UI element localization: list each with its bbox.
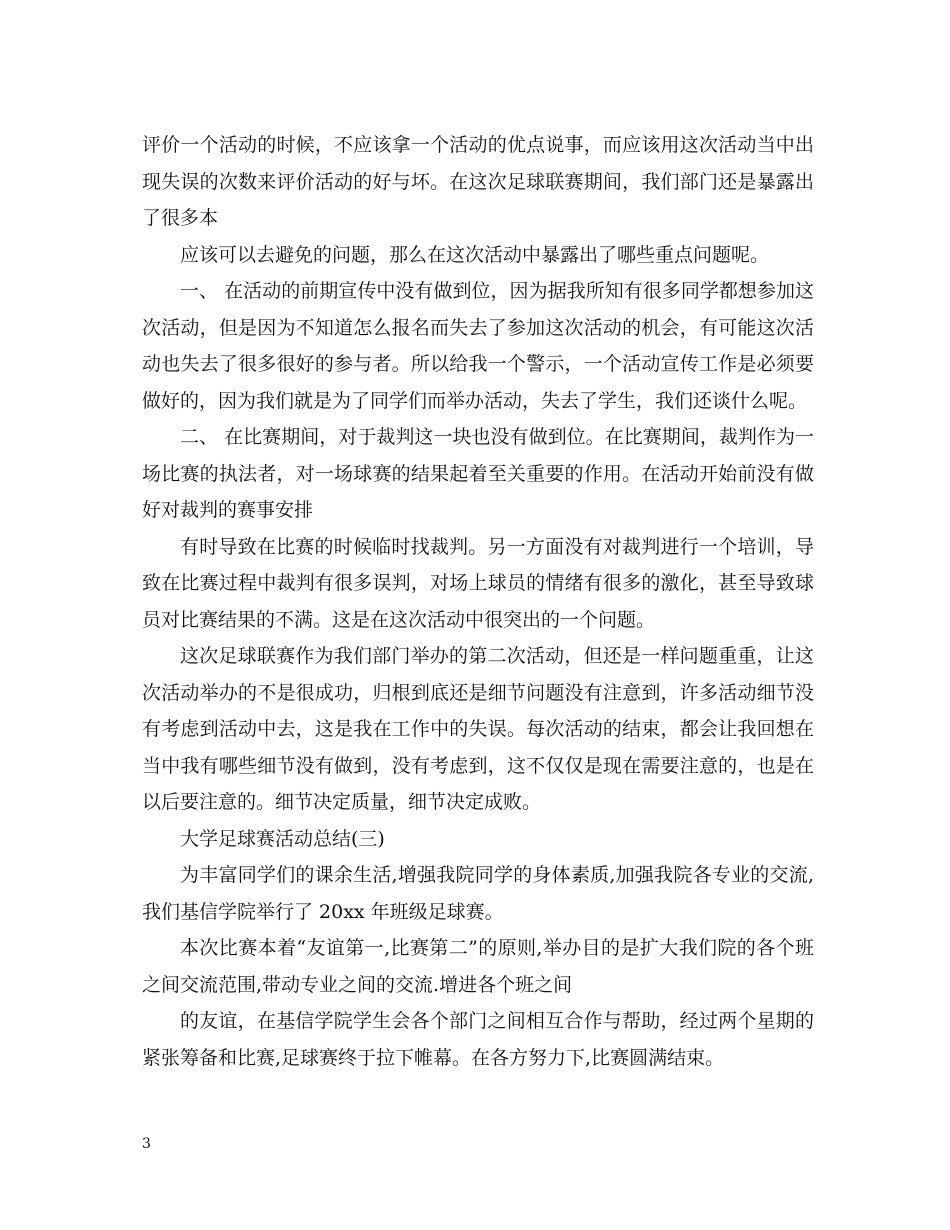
page-number: 3 (142, 1136, 151, 1152)
paragraph-5: 有时导致在比赛的时候临时找裁判。另一方面没有对裁判进行一个培训，导致在比赛过程中裁判有很多误判，对场上球员的情绪有很多的激化，甚至导致球员对比赛结果的不满。这是在这次活动中很突出的一个问题。 (142, 535, 814, 631)
section-heading: 大学足球赛活动总结(三) (180, 827, 385, 850)
document-body (142, 127, 814, 1076)
paragraph-9: 本次比赛本着“友谊第一,比赛第二”的原则,举办目的是扩大我们院的各个班之间交流范围,带动专业之间的交流.增进各个班之间 (142, 937, 814, 996)
paragraph-1: 评价一个活动的时候，不应该拿一个活动的优点说事，而应该用这次活动当中出现失误的次数来评价活动的好与坏。在这次足球联赛期间，我们部门还是暴露出了很多本 (142, 134, 814, 229)
paragraph-10: 的友谊，在基信学院学生会各个部门之间相互合作与帮助，经过两个星期的紧张筹备和比赛,足球赛终于拉下帷幕。在各方努力下,比赛圆满结束。 (142, 1010, 814, 1069)
paragraph-8: 为丰富同学们的课余生活,增强我院同学的身体素质,加强我院各专业的交流,我们基信学院举行了 20xx 年班级足球赛。 (142, 864, 814, 923)
paragraph-4: 二、 在比赛期间，对于裁判这一块也没有做到位。在比赛期间，裁判作为一场比赛的执法者，对一场球赛的结果起着至关重要的作用。在活动开始前没有做好对裁判的赛事安排 (142, 426, 814, 521)
paragraph-2: 应该可以去避免的问题，那么在这次活动中暴露出了哪些重点问题呢。 (180, 243, 770, 266)
paragraph-3: 一、 在活动的前期宣传中没有做到位，因为据我所知有很多同学都想参加这次活动，但是因为不知道怎么报名而失去了参加这次活动的机会，有可能这次活动也失去了很多很好的参与者。所以给我一个警示，一个活动宣传工作是必须要做好的，因为我们就是为了同学们而举办活动，失去了学生，我们还谈什么呢。 (142, 280, 814, 412)
paragraph-6: 这次足球联赛作为我们部门举办的第二次活动，但还是一样问题重重，让这次活动举办的不是很成功，归根到底还是细节问题没有注意到，许多活动细节没有考虑到活动中去，这是我在工作中的失误。每次活动的结束，都会让我回想在当中我有哪些细节没有做到，没有考虑到，这不仅仅是现在需要注意的，也是在以后要注意的。细节决定质量，细节决定成败。 (142, 645, 814, 813)
